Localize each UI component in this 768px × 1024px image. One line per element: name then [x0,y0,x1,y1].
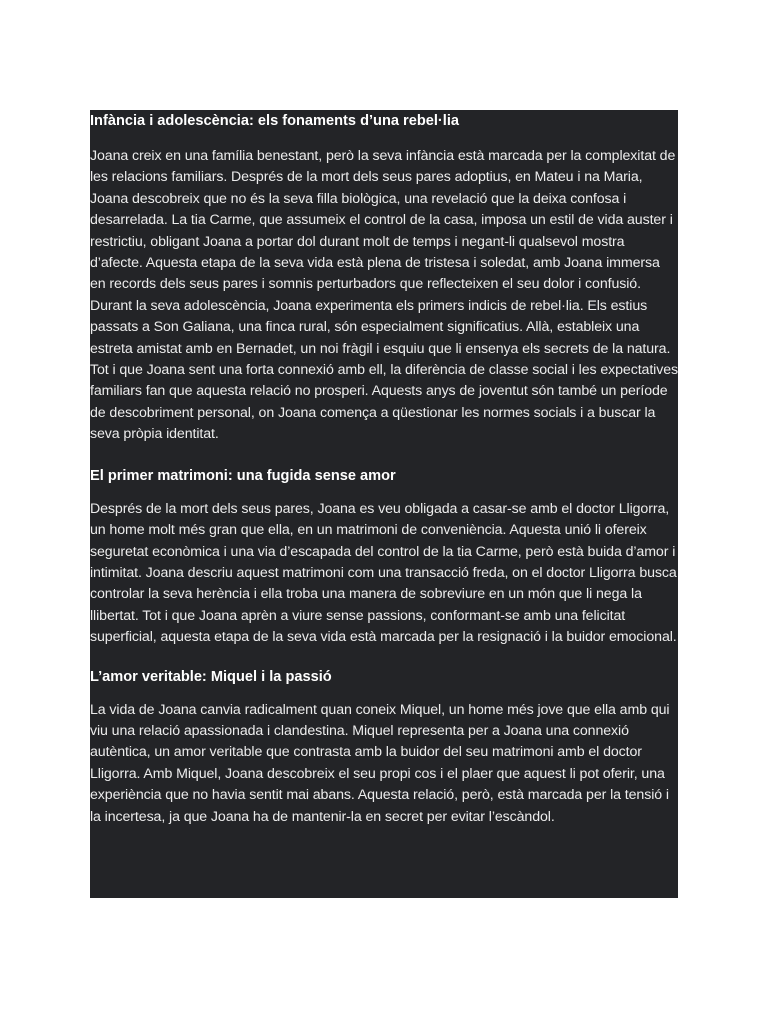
section-heading-childhood: Infància i adolescència: els fonaments d’una rebel·lia [90,113,460,129]
paragraph-childhood: Joana creix en una família benestant, però la seva infància està marcada per la complexitat de les relacions familiars. Després de la mort dels seus pares adoptius, en Mateu i na Maria, Joana descobreix que no és la seva filla biològica, una revelació que la deixa confosa i desarrelada. La tia Carme, que assumeix el control de la casa, imposa un estil de vida auster i restrictiu, obligant Joana a portar dol durant molt de temps i negant-li qualsevol mostra d’afecte. Aquesta etapa de la seva vida està plena de tristesa i soledat, amb Joana immersa en records dels seus pares i somnis perturbadors que reflecteixen el seu dolor i confusió. [90,148,676,293]
paragraph-adolescence: Durant la seva adolescència, Joana experimenta els primers indicis de rebel·lia. Els estius passats a Son Galiana, una finca rural, són especialment significatius. Allà, estableix una estreta amistat amb en Bernadet, un noi fràgil i esquiu que li ensenya els secrets de la natura. Tot i que Joana sent una forta connexió amb ell, la diferència de classe social i les expectatives familiars fan que aquesta relació no prosperi. Aquests anys de joventut són també un període de descobriment personal, on Joana comença a qüestionar les normes socials i a buscar la seva pròpia identitat. [90,297,678,443]
section-heading-first-marriage: El primer matrimoni: una fugida sense amor [90,467,396,484]
paragraph-first-marriage: Després de la mort dels seus pares, Joana es veu obligada a casar-se amb el doctor Lligorra, un home molt més gran que ella, en un matrimoni de conveniència. Aquesta unió li ofereix seguretat econòmica i una via d’escapada del control de la tia Carme, però està buida d’amor i intimitat. Joana descriu aquest matrimoni com una transacció freda, on el doctor Lligorra busca controlar la seva herència i ella troba una manera de sobreviure en un món que li nega la llibertat. Tot i que Joana aprèn a viure sense passions, conformant-se amb una felicitat superficial, aquesta etapa de la seva vida està marcada per la resignació i la buidor emocional. [90,500,677,646]
text-block [90,110,678,898]
paragraph-true-love: La vida de Joana canvia radicalment quan coneix Miquel, un home més jove que ella amb qui viu una relació apassionada i clandestina. Miquel representa per a Joana una connexió autèntica, un amor veritable que contrasta amb la buidor del seu matrimoni amb el doctor Lligorra. Amb Miquel, Joana descobreix el seu propi cos i el plaer que aquest li pot oferir, una experiència que no havia sentit mai abans. Aquesta relació, però, està marcada per la tensió i la incertesa, ja que Joana ha de mantenir-la en secret per evitar l’escàndol. [90,701,670,825]
section-heading-true-love: L’amor veritable: Miquel i la passió [90,668,332,685]
